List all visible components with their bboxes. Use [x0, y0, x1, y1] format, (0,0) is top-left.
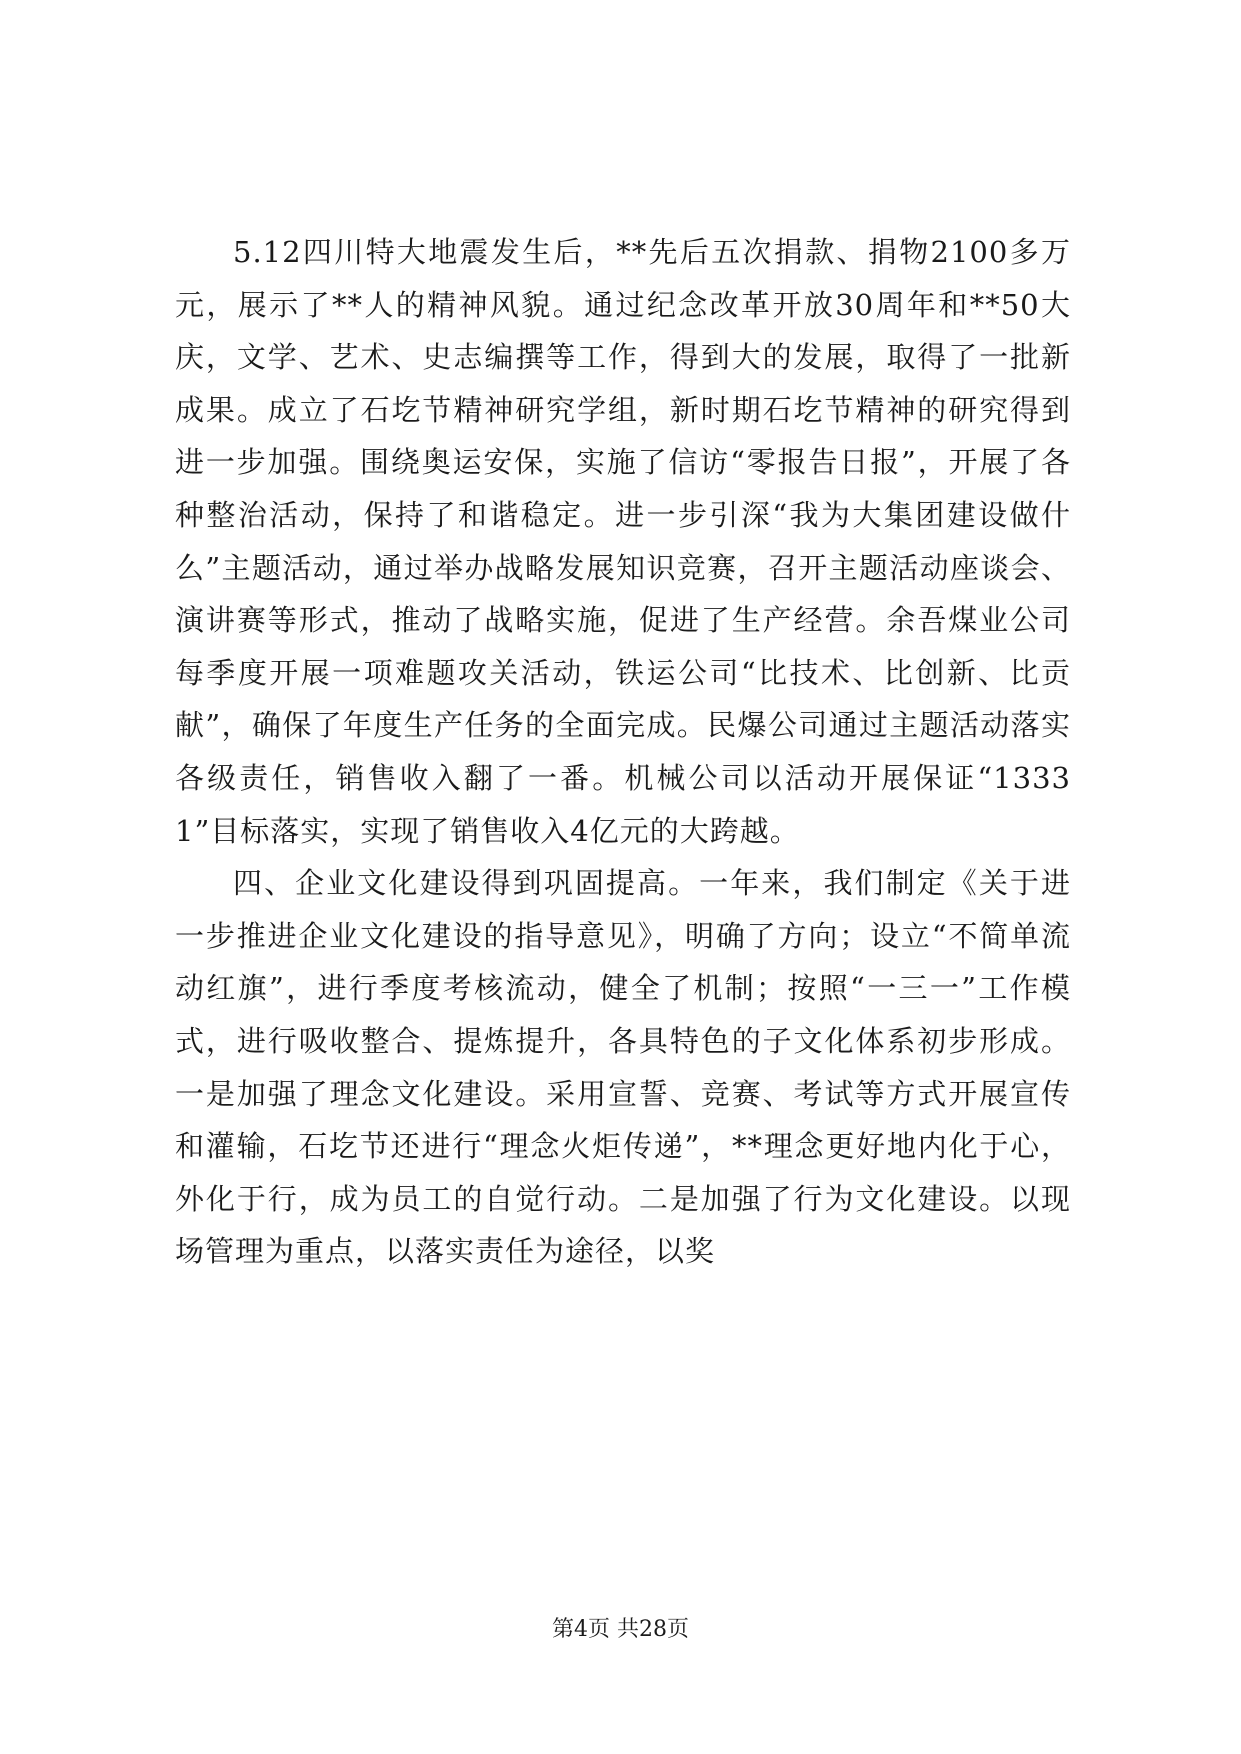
paragraph-corporate-culture: 四、企业文化建设得到巩固提高。一年来，我们制定《关于进一步推进企业文化建设的指导意见》，明确了方向；设立“不简单流动红旗”，进行季度考核流动，健全了机制；按照“一三一”工作模式，进行吸收整合、提炼提升，各具特色的子文化体系初步形成。一是加强了理念文化建设。采用宣誓、竞赛、考试等方式开展宣传和灌输，石圪节还进行“理念火炬传递”，**理念更好地内化于心，外化于行，成为员工的自觉行动。二是加强了行为文化建设。以现场管理为重点，以落实责任为途径，以奖	[175, 866, 1071, 1269]
page-number-footer: 第4页 共28页	[552, 1617, 689, 1642]
document-body	[175, 226, 1071, 1278]
paragraph-earthquake-donations: 5.12四川特大地震发生后，**先后五次捐款、捐物2100多万元，展示了**人的精神风貌。通过纪念改革开放30周年和**50大庆，文学、艺术、史志编撰等工作，得到大的发展，取得了一批新成果。成立了石圪节精神研究学组，新时期石圪节精神的研究得到进一步加强。围绕奥运安保，实施了信访“零报告日报”，开展了各种整治活动，保持了和谐稳定。进一步引深“我为大集团建设做什么”主题活动，通过举办战略发展知识竞赛，召开主题活动座谈会、演讲赛等形式，推动了战略实施，促进了生产经营。余吾煤业公司每季度开展一项难题攻关活动，铁运公司“比技术、比创新、比贡献”，确保了年度生产任务的全面完成。民爆公司通过主题活动落实各级责任，销售收入翻了一番。机械公司以活动开展保证“13331”目标落实，实现了销售收入4亿元的大跨越。	[175, 235, 1071, 848]
